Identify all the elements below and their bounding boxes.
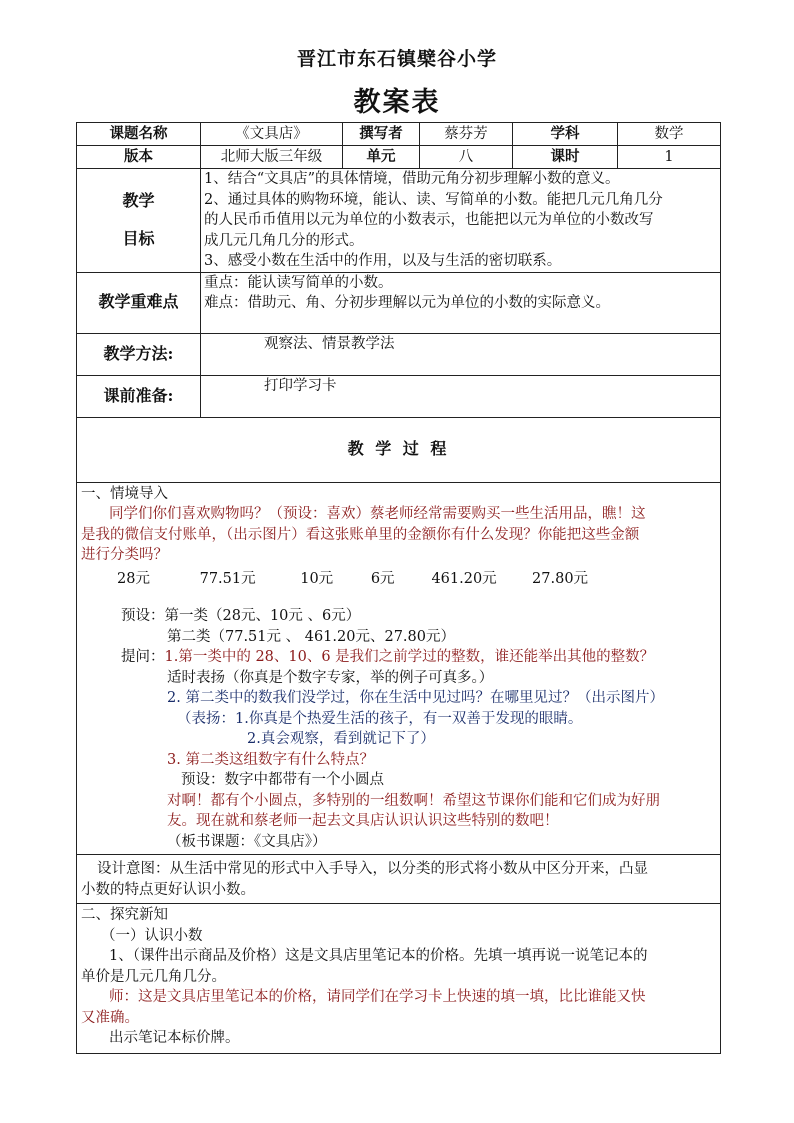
teacher-line: 师：这是文具店里笔记本的价格，请同学们在学习卡上快速的填一填，比比谁能又快 bbox=[109, 989, 646, 1005]
amount-item: 28元 bbox=[117, 570, 150, 587]
method-content bbox=[201, 333, 721, 375]
amount-item: 10元 bbox=[300, 570, 334, 587]
period-label: 课时 bbox=[513, 146, 618, 169]
question-prefix: 提问： bbox=[121, 649, 165, 665]
process-title: 教 学 过 程 bbox=[77, 417, 721, 482]
goal-line: 3、感受小数在生活中的作用，以及与生活的密切联系。 bbox=[204, 253, 562, 269]
edition-value: 北师大版三年级 bbox=[201, 146, 343, 169]
section2-row bbox=[77, 904, 721, 1054]
school-name: 晋江市东石镇檗谷小学 bbox=[296, 48, 497, 70]
design-line: 设计意图：从生活中常见的形式中入手导入，以分类的形式将小数从中区分开来，凸显 bbox=[97, 861, 648, 877]
goals-row bbox=[77, 169, 721, 273]
preset-first-class: 预设：第一类（28元、10元 、6元） bbox=[121, 608, 361, 624]
method-row bbox=[77, 333, 721, 375]
process-title-row bbox=[77, 417, 721, 482]
prep-label: 课前准备: bbox=[77, 375, 201, 417]
subject-label: 学科 bbox=[513, 123, 618, 146]
amount-item: 77.51元 bbox=[199, 570, 256, 587]
info-row-2 bbox=[77, 146, 721, 169]
amount-list bbox=[81, 569, 716, 590]
paragraph-line: 1、（课件出示商品及价格）这是文具店里笔记本的价格。先填一填再说一说笔记本的 bbox=[109, 948, 648, 964]
question-3: 3. 第二类这组数字有什么特点？ bbox=[167, 751, 374, 768]
question-1-text: 1.第一类中的 28、10、6 是我们之前学过的整数，谁还能举出其他的整数？ bbox=[164, 649, 655, 665]
key-point-line: 重点：能认读写简单的小数。 bbox=[204, 274, 393, 291]
subject-value: 数学 bbox=[618, 123, 721, 146]
method-value: 观察法、情景教学法 bbox=[264, 335, 395, 352]
author-label: 撰写者 bbox=[343, 123, 420, 146]
design-line: 小数的特点更好认识小数。 bbox=[81, 881, 255, 898]
intro-line: 是我的微信支付账单，（出示图片）看这张账单里的金额你有什么发现？你能把这些金额 bbox=[81, 526, 640, 543]
goals-label bbox=[77, 169, 201, 273]
difficult-point-line: 难点：借助元、角、分初步理解以元为单位的小数的实际意义。 bbox=[204, 295, 610, 311]
key-points-content bbox=[201, 272, 721, 333]
design-content bbox=[77, 855, 721, 904]
info-row-1 bbox=[77, 123, 721, 146]
goal-line: 1、结合“文具店”的具体情境，借助元角分初步理解小数的意义。 bbox=[204, 171, 620, 187]
page-title: 教案表 bbox=[353, 87, 441, 118]
amount-item: 461.20元 bbox=[431, 570, 497, 587]
amount-item: 6元 bbox=[370, 570, 395, 587]
question-1 bbox=[81, 647, 716, 668]
edition-label: 版本 bbox=[77, 146, 201, 169]
key-points-label: 教学重难点 bbox=[77, 272, 201, 333]
section2-subheading: （一）认识小数 bbox=[101, 927, 203, 944]
section2-heading: 二、探究新知 bbox=[81, 907, 168, 923]
praise-1: 适时表扬（你真是个数字专家，举的例子可真多。） bbox=[167, 669, 494, 686]
prep-value: 打印学习卡 bbox=[264, 377, 337, 394]
topic-label: 课题名称 bbox=[77, 123, 201, 146]
goal-line: 成几元几角几分的形式。 bbox=[204, 232, 364, 249]
summary-line: 对啊！都有个小圆点，多特别的一组数啊！希望这节课你们能和它们成为好朋 bbox=[167, 792, 660, 809]
section1-content bbox=[77, 482, 721, 855]
goal-line: 2、通过具体的购物环境，能认、读、写简单的小数。能把几元几角几分 bbox=[204, 191, 663, 208]
preset-second-class: 第二类（77.51元 、 461.20元、27.80元） bbox=[167, 628, 455, 645]
period-value: 1 bbox=[618, 146, 721, 169]
praise-2a: （表扬：1.你真是个热爱生活的孩子，有一双善于发现的眼睛。 bbox=[177, 710, 583, 727]
goals-label-2: 目标 bbox=[122, 229, 155, 249]
question-2: 2. 第二类中的数我们没学过，你在生活中见过吗？在哪里见过？（出示图片） bbox=[167, 690, 664, 706]
board-title: （板书课题：《文具店》） bbox=[167, 833, 327, 850]
summary-line: 友。现在就和蔡老师一起去文具店认识认识这些特别的数吧！ bbox=[167, 813, 559, 829]
intro-line: 同学们你们喜欢购物吗？（预设：喜欢）蔡老师经常需要购买一些生活用品，瞧！这 bbox=[109, 506, 646, 522]
preset-3: 预设：数字中都带有一个小圆点 bbox=[181, 772, 384, 788]
goals-content bbox=[201, 169, 721, 273]
method-label: 教学方法: bbox=[77, 333, 201, 375]
section1-row bbox=[77, 482, 721, 855]
goals-label-1: 教学 bbox=[122, 190, 155, 210]
intro-line: 进行分类吗？ bbox=[81, 547, 168, 563]
section1-heading: 一、情境导入 bbox=[81, 485, 168, 502]
unit-value: 八 bbox=[420, 146, 513, 169]
lesson-plan-table bbox=[76, 122, 721, 1054]
show-line: 出示笔记本标价牌。 bbox=[109, 1030, 240, 1046]
topic-value: 《文具店》 bbox=[201, 123, 343, 146]
unit-label: 单元 bbox=[343, 146, 420, 169]
key-points-row bbox=[77, 272, 721, 333]
prep-content bbox=[201, 375, 721, 417]
goal-line: 的人民币币值用以元为单位的小数表示，也能把以元为单位的小数改写 bbox=[204, 212, 654, 228]
paragraph-line: 单价是几元几角几分。 bbox=[81, 968, 226, 985]
amount-item: 27.80元 bbox=[532, 570, 589, 587]
teacher-line: 又准确。 bbox=[81, 1009, 139, 1026]
section2-content bbox=[77, 904, 721, 1054]
design-row bbox=[77, 855, 721, 904]
praise-2b: 2.真会观察，看到就记下了） bbox=[247, 731, 435, 747]
author-value: 蔡芬芳 bbox=[420, 123, 513, 146]
prep-row bbox=[77, 375, 721, 417]
